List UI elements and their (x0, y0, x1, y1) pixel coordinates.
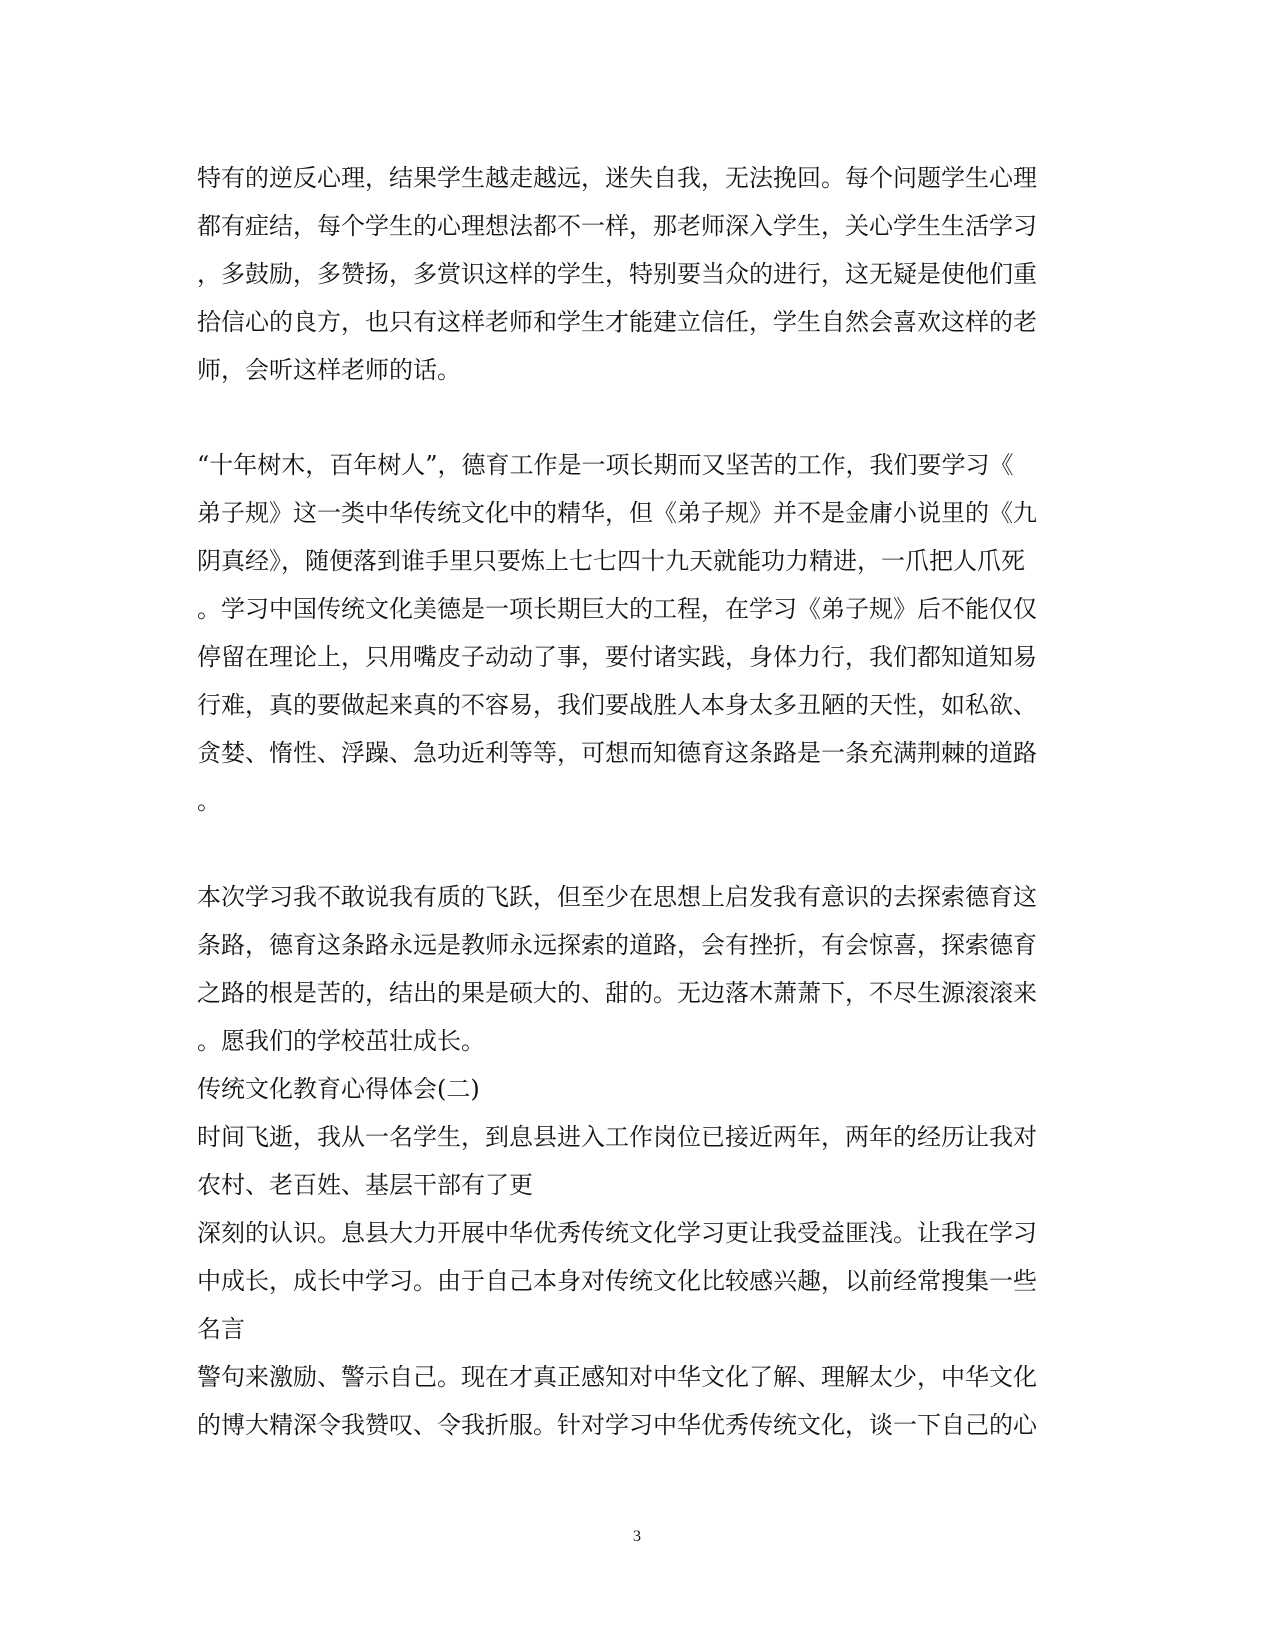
paragraph-line: 的博大精深令我赞叹、令我折服。针对学习中华优秀传统文化，谈一下自己的心 (197, 1411, 1037, 1439)
paragraph-line: 名言 (197, 1315, 245, 1343)
paragraph-line: 拾信心的良方，也只有这样老师和学生才能建立信任，学生自然会喜欢这样的老 (197, 308, 1037, 336)
paragraph-line: 本次学习我不敢说我有质的飞跃，但至少在思想上启发我有意识的去探索德育这 (197, 883, 1037, 911)
paragraph-line: 师，会听这样老师的话。 (197, 356, 461, 384)
paragraph-line: 停留在理论上，只用嘴皮子动动了事，要付诸实践，身体力行，我们都知道知易 (197, 643, 1037, 671)
paragraph-line: 农村、老百姓、基层干部有了更 (197, 1171, 533, 1199)
paragraph-line: 深刻的认识。息县大力开展中华优秀传统文化学习更让我受益匪浅。让我在学习 (197, 1219, 1037, 1247)
paragraph-line: “十年树木，百年树人”，德育工作是一项长期而又坚苦的工作，我们要学习《 (197, 451, 1014, 479)
paragraph-line: 警句来激励、警示自己。现在才真正感知对中华文化了解、理解太少，中华文化 (197, 1363, 1037, 1391)
paragraph-line: 弟子规》这一类中华传统文化中的精华，但《弟子规》并不是金庸小说里的《九 (197, 499, 1037, 527)
paragraph-line: 条路，德育这条路永远是教师永远探索的道路，会有挫折，有会惊喜，探索德育 (197, 931, 1037, 959)
section-heading: 传统文化教育心得体会(二) (197, 1075, 480, 1103)
paragraph-line: 行难，真的要做起来真的不容易，我们要战胜人本身太多丑陋的天性，如私欲、 (197, 691, 1037, 719)
paragraph-line: 。 (197, 787, 221, 815)
paragraph-line: 贪婪、惰性、浮躁、急功近利等等，可想而知德育这条路是一条充满荆棘的道路 (197, 739, 1037, 767)
paragraph-line: ，多鼓励，多赞扬，多赏识这样的学生，特别要当众的进行，这无疑是使他们重 (197, 260, 1037, 288)
paragraph-line: 都有症结，每个学生的心理想法都不一样，那老师深入学生，关心学生生活学习 (197, 212, 1037, 240)
paragraph-line: 。学习中国传统文化美德是一项长期巨大的工程，在学习《弟子规》后不能仅仅 (197, 595, 1037, 623)
paragraph-line: 时间飞逝，我从一名学生，到息县进入工作岗位已接近两年，两年的经历让我对 (197, 1123, 1037, 1151)
paragraph-line: 中成长，成长中学习。由于自己本身对传统文化比较感兴趣，以前经常搜集一些 (197, 1267, 1037, 1295)
paragraph-line: 。愿我们的学校茁壮成长。 (197, 1027, 485, 1055)
paragraph-line: 之路的根是苦的，结出的果是硕大的、甜的。无边落木萧萧下，不尽生源滚滚来 (197, 979, 1037, 1007)
page-number: 3 (633, 1528, 641, 1545)
paragraph-line: 特有的逆反心理，结果学生越走越远，迷失自我，无法挽回。每个问题学生心理 (197, 164, 1037, 192)
paragraph-line: 阴真经》，随便落到谁手里只要炼上七七四十九天就能功力精进，一爪把人爪死 (197, 547, 1025, 575)
